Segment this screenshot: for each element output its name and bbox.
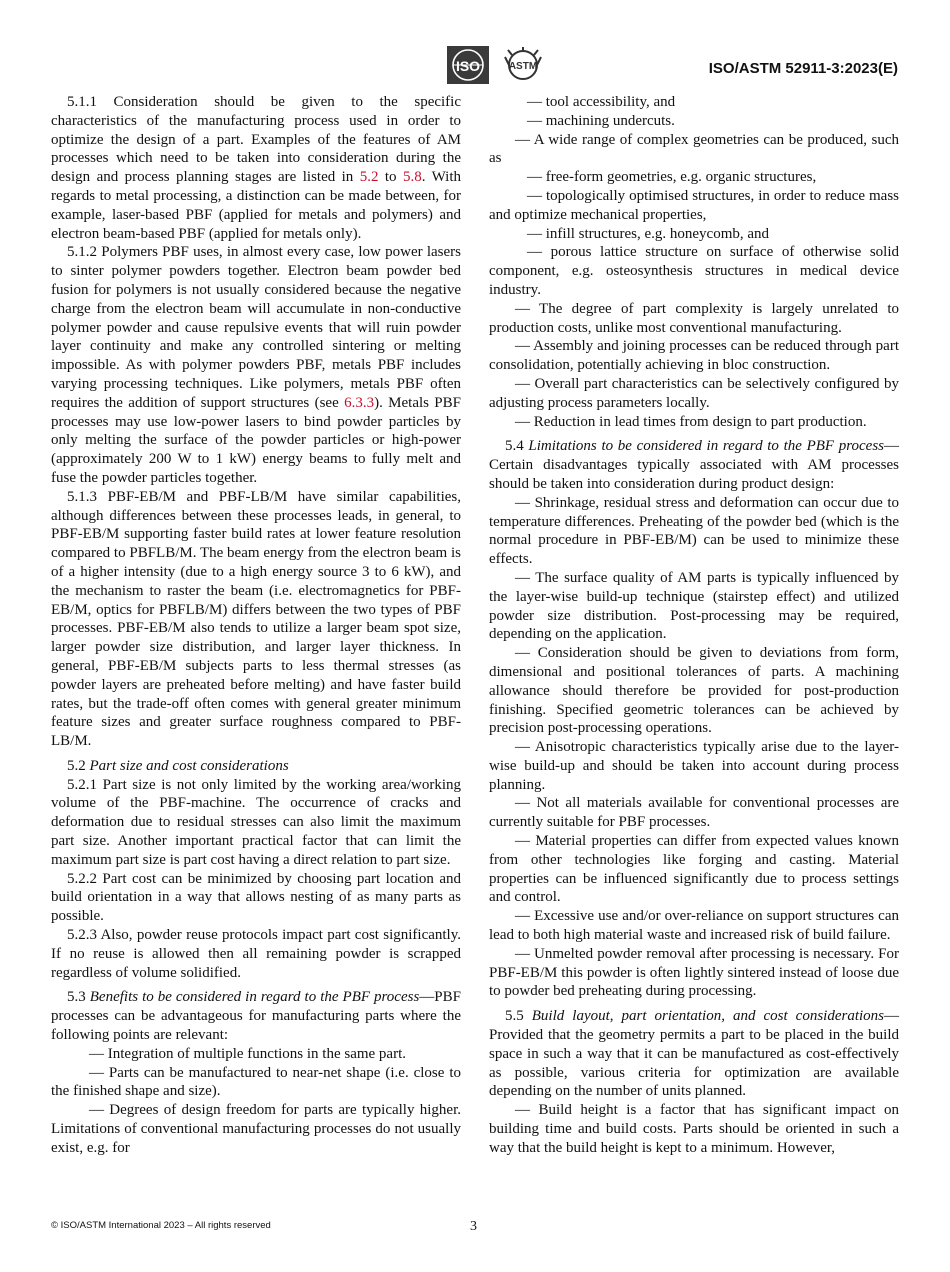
list-item: — Integration of multiple functions in the same part. xyxy=(89,1045,407,1062)
list-item: — Reduction in lead times from design to part production. xyxy=(515,413,867,430)
astm-logo xyxy=(503,47,543,83)
document-id: ISO/ASTM 52911-3:2023(E) xyxy=(708,60,898,77)
list-item: — topologically optimised structures, in order to reduce mass and optimize mechanical properties, xyxy=(489,187,899,223)
list-item: — Not all materials available for conventional processes are currently suitable for PBF processes. xyxy=(489,795,899,831)
clause-5-1-1: 5.1.1 Consideration should be given to the specific characteristics of the manufacturing process used in order to optimize the design of a part. Examples of the features of AM processes which need to be taken into consideration during the design and process planning stages are listed in 5.2 to 5.8. With regards to metal processing, a distinction can be made between, for example, laser-based PBF (applied for metals and polymers) and electron beam-based PBF (applied for metals only). xyxy=(51,94,462,242)
list-item: — Degrees of design freedom for parts are typically higher. Limitations of conventional manufacturing processes do not usually exist, e.g. for xyxy=(51,1102,461,1156)
left-column xyxy=(51,93,461,1158)
list-item: — Assembly and joining processes can be reduced through part consolidation, potentially achieving in bloc construction. xyxy=(489,338,899,374)
list-item: — Anisotropic characteristics typically arise due to the layer-wise build-up and should be taken into account during process planning. xyxy=(489,739,899,793)
list-item: — free-form geometries, e.g. organic structures, xyxy=(527,169,817,186)
list-item: — Build height is a factor that has significant impact on building time and build costs. Parts should be oriented in such a way that the build height is kept to a minimum. However, xyxy=(489,1102,899,1156)
heading-5-2: 5.2 Part size and cost considerations xyxy=(67,757,289,774)
right-column xyxy=(489,93,899,1158)
list-item: — The surface quality of AM parts is typically influenced by the layer-wise build-up technique (stairstep effect) and utilized powder size distribution. Post-processing may be required, depending on the application. xyxy=(489,569,899,643)
list-item: — tool accessibility, and xyxy=(527,94,676,110)
ref-5-8[interactable]: 5.8 xyxy=(402,169,422,186)
ref-6-3-3[interactable]: 6.3.3 xyxy=(344,394,375,411)
list-item: — machining undercuts. xyxy=(527,112,675,129)
list-item: — Unmelted powder removal after processing is necessary. For PBF-EB/M this powder is often lightly sintered instead of loose due to powder bed preheating during processing. xyxy=(489,945,899,1000)
clause-5-2-3: 5.2.3 Also, powder reuse protocols impact part cost significantly. If no reuse is allowed then all remaining powder is scrapped regardless of volume solidified. xyxy=(51,927,461,981)
list-item: — Overall part characteristics can be selectively configured by adjusting process parameters locally. xyxy=(489,375,899,411)
ref-5-2[interactable]: 5.2 xyxy=(359,169,379,186)
page-number: 3 xyxy=(470,1219,477,1234)
list-item: — Consideration should be given to deviations from form, dimensional and positional tolerances of parts. A machining allowance should therefore be provided for post-production finishing. Specified geometric tolerances can be achieved by precision post-processing operations. xyxy=(489,645,899,737)
astm-logo-text: ASTM xyxy=(508,61,538,72)
list-item: — Material properties can differ from expected values known from other technologies like forging and casting. Material properties can be influenced significantly due to process settings and control. xyxy=(489,833,899,906)
list-item: — Parts can be manufactured to near-net shape (i.e. close to the finished shape and size). xyxy=(51,1064,461,1100)
iso-logo-text: ISO xyxy=(455,58,481,74)
list-item: — porous lattice structure on surface of otherwise solid component, e.g. osteosynthesis structures in medical device industry. xyxy=(489,244,899,298)
list-item: — Shrinkage, residual stress and deformation can occur due to temperature differences. Preheating of the powder bed (which is the normal procedure in PBF-EB/M) can be used to minimize these effects. xyxy=(489,494,899,568)
heading-5-5: 5.5 Build layout, part orientation, and cost considerations—Provided that the geometry permits a part to be placed in the build space in such a way that it can be manufactured as cost-effectively as possible, various criteria for optimization are available depending on the number of units planned. xyxy=(489,1008,899,1100)
list-item: — infill structures, e.g. honeycomb, and xyxy=(527,225,770,242)
list-item: — A wide range of complex geometries can be produced, such as xyxy=(489,131,899,167)
list-item: — Excessive use and/or over-reliance on support structures can lead to both high material waste and increased risk of build failure. xyxy=(489,908,899,944)
clause-5-1-2: 5.1.2 Polymers PBF uses, in almost every case, low power lasers to sinter polymer powders together. Electron beam powder bed fusion for polymers is not usually considered because the negative charge from the electron beam will accumulate in non-conductive polymer powder and cause repulsive events that will ruin powder layer continuity and make any controlled sintering or melting impossible. As with polymer powders PBF, metals PBF includes varying processing techniques. Like polymers, metals PBF often requires the addition of support structures (see 6.3.3). Metals PBF processes may use low-power lasers to bind powder particles by only melting the surface of the powder particles or high-power (approximately 200 W to 1 kW) energy beams to fully melt and fuse the powder particles together. xyxy=(51,244,461,486)
copyright-notice: © ISO/ASTM International 2023 – All rights reserved xyxy=(51,1220,271,1231)
list-item: — The degree of part complexity is largely unrelated to production costs, unlike most conventional manufacturing. xyxy=(489,300,899,336)
clause-5-2-1: 5.2.1 Part size is not only limited by the working area/working volume of the PBF-machine. The occurrence of cracks and deformation due to residual stresses can also limit the maximum part size. Another important practical factor that can limit the maximum part size is part cost having a direct relation to part size. xyxy=(51,776,461,868)
iso-logo xyxy=(447,46,489,84)
heading-5-3: 5.3 Benefits to be considered in regard to the PBF process—PBF processes can be advantageous for manufacturing parts where the following points are relevant: xyxy=(51,989,461,1044)
page-header xyxy=(0,46,950,88)
clause-5-2-2: 5.2.2 Part cost can be minimized by choosing part location and build orientation in a way that allows nesting of as many parts as possible. xyxy=(51,870,461,925)
heading-5-4: 5.4 Limitations to be considered in regard to the PBF process—Certain disadvantages typically associated with AM processes should be taken into consideration during product design: xyxy=(489,438,899,492)
clause-5-1-3: 5.1.3 PBF-EB/M and PBF-LB/M have similar capabilities, although differences between these processes leads, in general, to PBF-EB/M supporting faster build rates at lower feature resolution compared to PBFLB/M. The beam energy from the electron beam is of a higher intensity (due to a high energy source 3 to 6 kW), and the mechanism to raster the beam (i.e. electromagnetics for PBF-EB/M, optics for PBFLB/M) differs between the two types of PBF processes. PBF-EB/M also tends to utilize a larger beam spot size, larger powder size distribution, and larger layer thickness. In general, PBF-EB/M subjects parts to less thermal stresses (as powder layers are preheated before melting) and have faster build rates, but the trade-off often comes with general greater minimum feature sizes and greater surface roughness compared to PBF-LB/M. xyxy=(51,488,461,750)
